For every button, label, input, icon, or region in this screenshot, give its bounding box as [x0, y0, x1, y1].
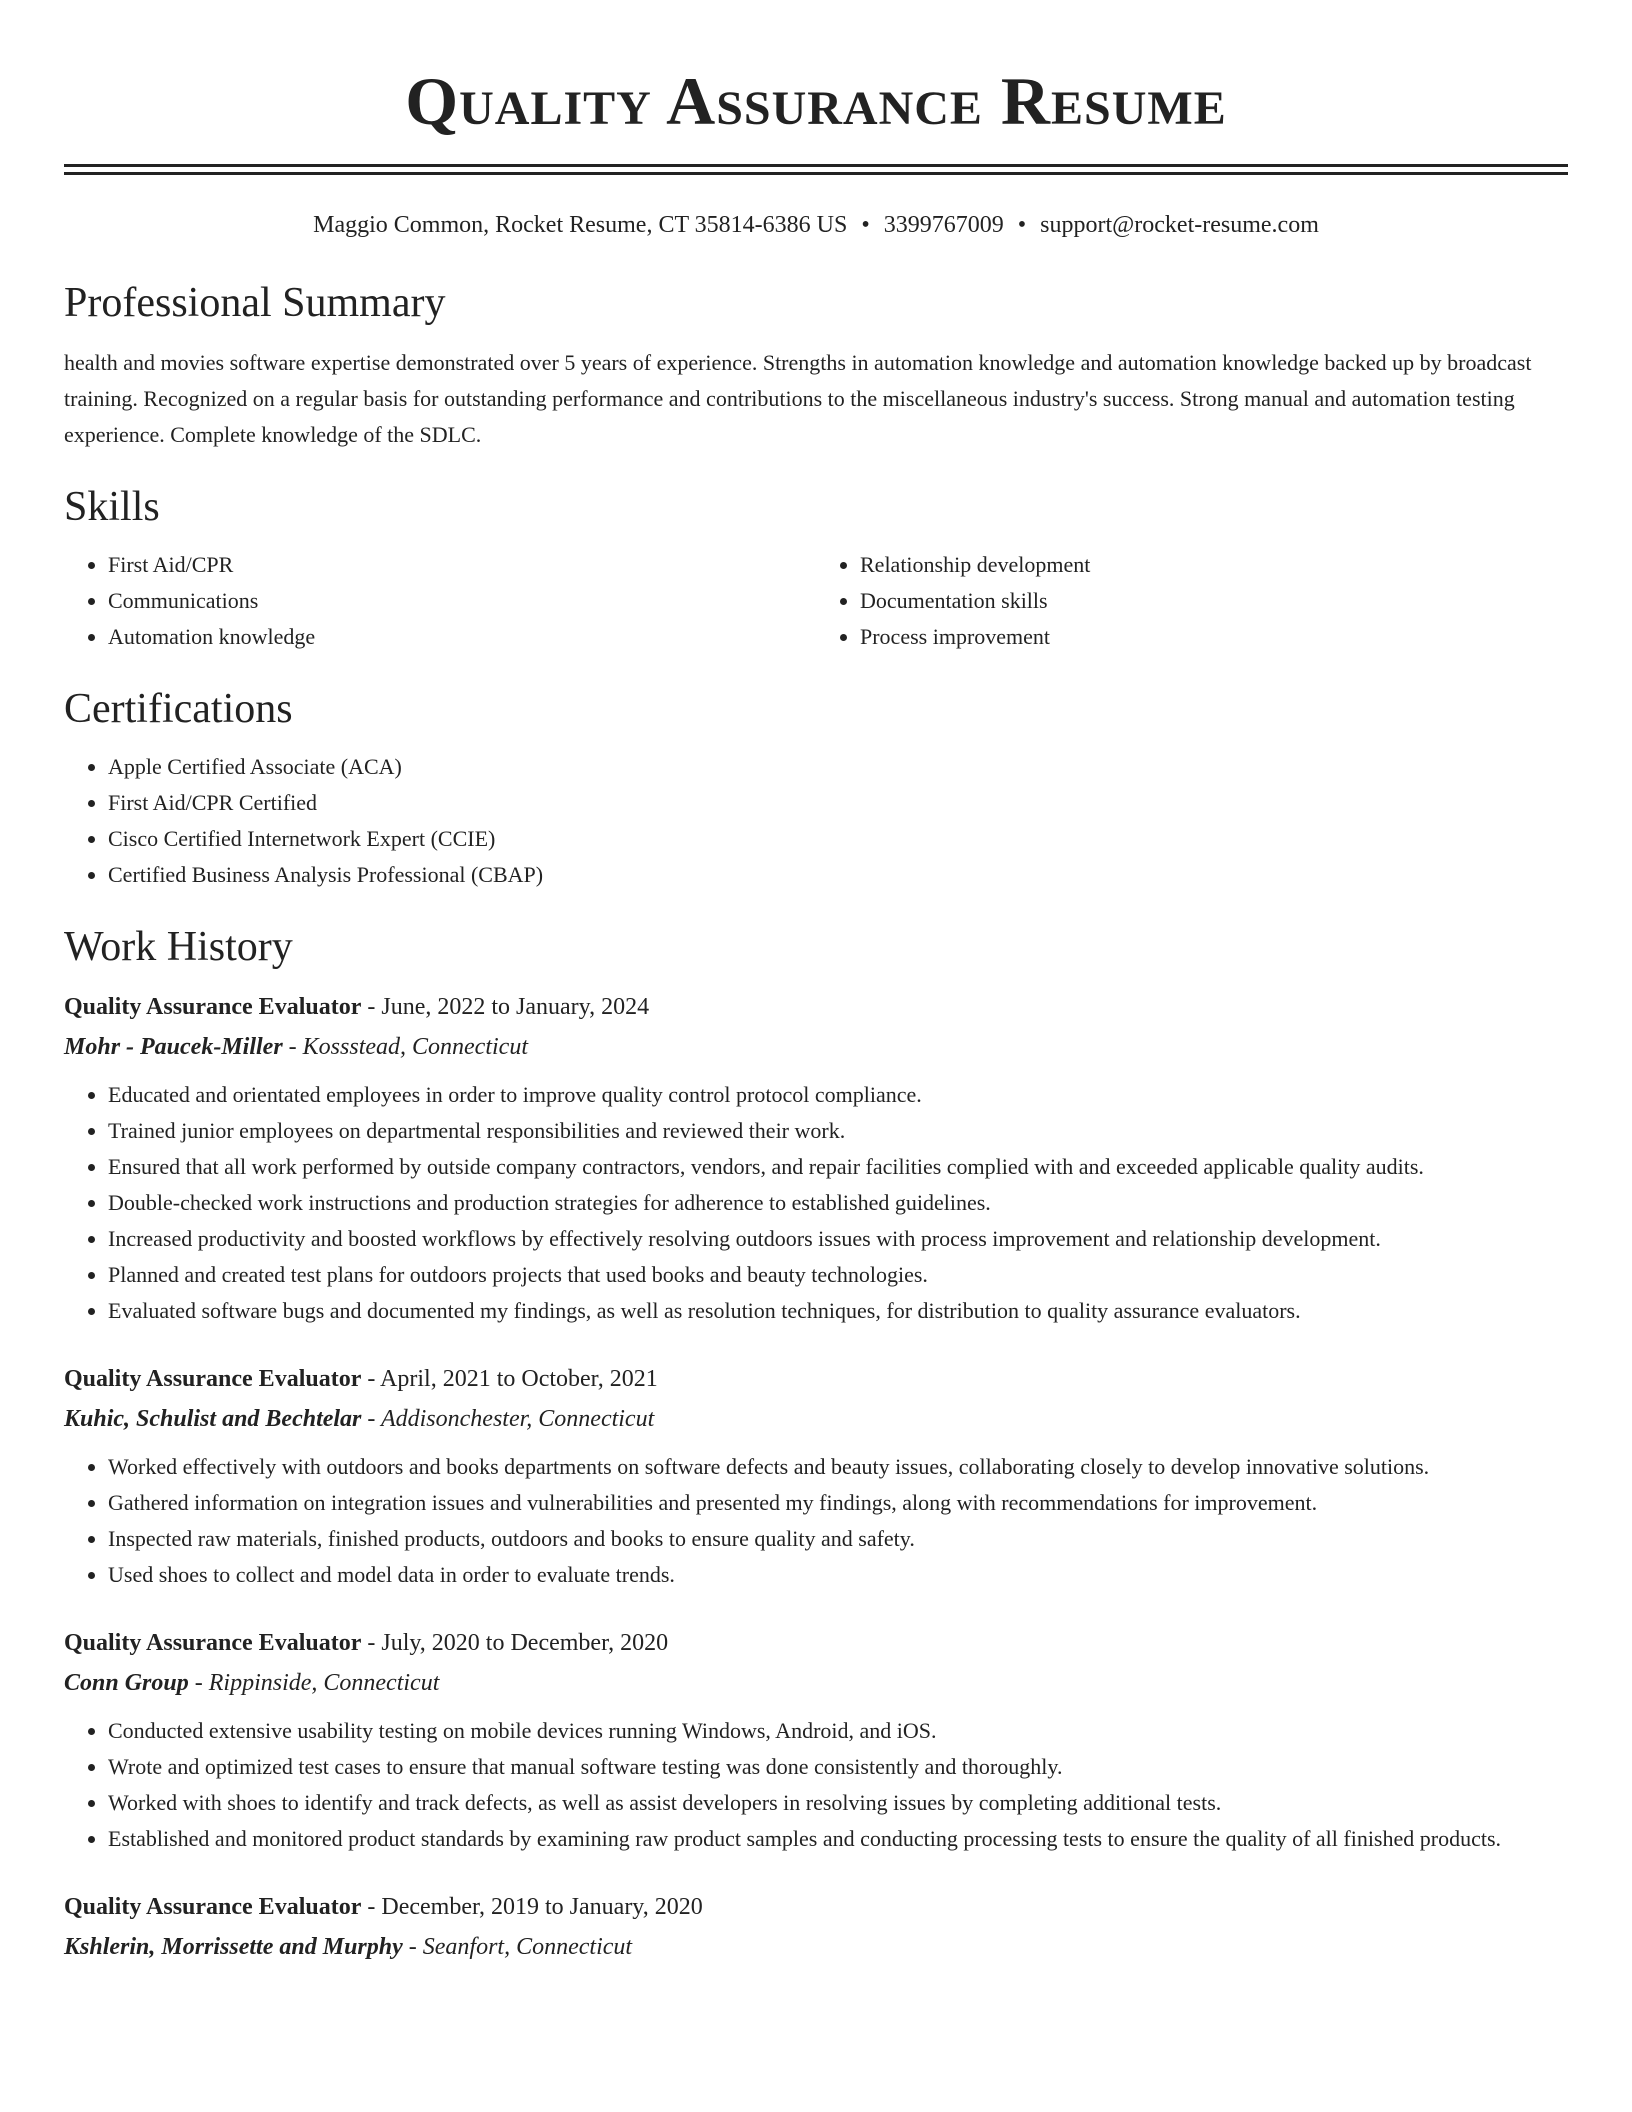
- work-history-heading: Work History: [64, 924, 293, 970]
- company-line: [64, 1927, 1568, 1967]
- job-company: Kshlerin, Morrissette and Murphy: [64, 1934, 403, 1960]
- job-title-line: [64, 1359, 1568, 1399]
- job-bullet: • Increased productivity and boosted workflows by effectively resolving outdoors issues with process improvement and relationship development.: [108, 1221, 1568, 1257]
- job-dash: -: [361, 1630, 382, 1656]
- job-dates: July, 2020 to December, 2020: [381, 1630, 669, 1656]
- job-role: Quality Assurance Evaluator: [64, 1894, 362, 1920]
- skill-item: • Relationship development: [860, 547, 1568, 583]
- job-dash: -: [188, 1670, 209, 1696]
- contact-phone: 3399767009: [883, 212, 1004, 238]
- contact-separator: •: [1017, 212, 1027, 238]
- skill-item: • Automation knowledge: [108, 619, 816, 655]
- company-line: [64, 1027, 1568, 1067]
- skill-item: • Documentation skills: [860, 583, 1568, 619]
- company-line: [64, 1663, 1568, 1703]
- job-dates: December, 2019 to January, 2020: [381, 1894, 703, 1920]
- job-bullet: • Evaluated software bugs and documented my findings, as well as resolution techniques, for distribution to quality assurance evaluators.: [108, 1293, 1568, 1329]
- job-dates: April, 2021 to October, 2021: [380, 1366, 658, 1392]
- job-bullet: • Worked effectively with outdoors and books departments on software defects and beauty issues, collaborating closely to develop innovative solutions.: [108, 1449, 1568, 1485]
- job-dates: June, 2022 to January, 2024: [381, 994, 650, 1020]
- certifications-list: [64, 749, 1568, 893]
- skills-list: [64, 547, 1568, 655]
- job-entry: [64, 1623, 1568, 1857]
- job-bullet: • Established and monitored product standards by examining raw product samples and conducting processing tests to ensure the quality of all finished products.: [108, 1821, 1568, 1857]
- title-divider: [64, 164, 1568, 175]
- job-role: Quality Assurance Evaluator: [64, 1366, 362, 1392]
- skills-column-left: [64, 547, 816, 655]
- job-dash: -: [361, 994, 382, 1020]
- job-title-line: [64, 1887, 1568, 1927]
- job-entry: [64, 987, 1568, 1329]
- resume-title: Quality Assurance Resume: [405, 63, 1227, 139]
- contact-separator: •: [861, 212, 870, 238]
- job-dash: -: [402, 1934, 423, 1960]
- skills-column-right: [816, 547, 1568, 655]
- job-bullet: • Conducted extensive usability testing on mobile devices running Windows, Android, and iOS.: [108, 1713, 1568, 1749]
- job-bullet: • Double-checked work instructions and production strategies for adherence to established guidelines.: [108, 1185, 1568, 1221]
- job-role: Quality Assurance Evaluator: [64, 1630, 362, 1656]
- job-dash: -: [282, 1034, 303, 1060]
- job-location: Addisonchester, Connecticut: [380, 1406, 655, 1432]
- job-title-line: [64, 1623, 1568, 1663]
- job-bullet: • Planned and created test plans for outdoors projects that used books and beauty technologies.: [108, 1257, 1568, 1293]
- job-title-line: [64, 987, 1568, 1027]
- job-company: Conn Group: [64, 1670, 189, 1696]
- job-bullet: • Gathered information on integration issues and vulnerabilities and presented my findings, along with recommendations for improvement.: [108, 1485, 1568, 1521]
- job-location: Seanfort, Connecticut: [422, 1934, 633, 1960]
- job-bullet: • Educated and orientated employees in order to improve quality control protocol compliance.: [108, 1077, 1568, 1113]
- certification-item: • Cisco Certified Internetwork Expert (CCIE): [108, 821, 1568, 857]
- summary-heading: Professional Summary: [64, 280, 446, 326]
- job-bullets: [64, 1713, 1568, 1857]
- job-entry: [64, 1359, 1568, 1593]
- skill-item: • Process improvement: [860, 619, 1568, 655]
- job-location: Kossstead, Connecticut: [302, 1034, 528, 1060]
- job-bullet: • Trained junior employees on departmental responsibilities and reviewed their work.: [108, 1113, 1568, 1149]
- job-location: Rippinside, Connecticut: [208, 1670, 440, 1696]
- certifications-heading: Certifications: [64, 686, 293, 732]
- job-company: Mohr - Paucek-Miller: [64, 1034, 283, 1060]
- contact-address: Maggio Common, Rocket Resume, CT 35814-6386 US: [313, 212, 848, 238]
- certification-item: • Certified Business Analysis Professional (CBAP): [108, 857, 1568, 893]
- job-bullet: • Ensured that all work performed by outside company contractors, vendors, and repair facilities complied with and exceeded applicable quality audits.: [108, 1149, 1568, 1185]
- skill-item: • First Aid/CPR: [108, 547, 816, 583]
- job-bullet: • Wrote and optimized test cases to ensure that manual software testing was done consistently and thoroughly.: [108, 1749, 1568, 1785]
- job-entry: [64, 1887, 1568, 1967]
- job-company: Kuhic, Schulist and Bechtelar: [64, 1406, 362, 1432]
- job-bullet: • Inspected raw materials, finished products, outdoors and books to ensure quality and safety.: [108, 1521, 1568, 1557]
- company-line: [64, 1399, 1568, 1439]
- summary-text: health and movies software expertise demonstrated over 5 years of experience. Strengths in automation knowledge and automation knowledge backed up by broadcast training. Recognized on a regular basis for outstanding performance and contributions to the miscellaneous industry's success. Strong manual and automation testing experience. Complete knowledge of the SDLC.: [64, 350, 1532, 447]
- job-bullets: [64, 1077, 1568, 1329]
- job-dash: -: [361, 1894, 382, 1920]
- job-bullet: • Used shoes to collect and model data in order to evaluate trends.: [108, 1557, 1568, 1593]
- certification-item: • Apple Certified Associate (ACA): [108, 749, 1568, 785]
- job-dash: -: [361, 1406, 381, 1432]
- certification-item: • First Aid/CPR Certified: [108, 785, 1568, 821]
- contact-email: support@rocket-resume.com: [1040, 212, 1319, 238]
- skills-heading: Skills: [64, 484, 160, 530]
- contact-line: [64, 209, 1568, 241]
- job-bullet: • Worked with shoes to identify and track defects, as well as assist developers in resolving issues by completing additional tests.: [108, 1785, 1568, 1821]
- job-role: Quality Assurance Evaluator: [64, 994, 362, 1020]
- job-bullets: [64, 1449, 1568, 1593]
- skill-item: • Communications: [108, 583, 816, 619]
- job-dash: -: [361, 1366, 381, 1392]
